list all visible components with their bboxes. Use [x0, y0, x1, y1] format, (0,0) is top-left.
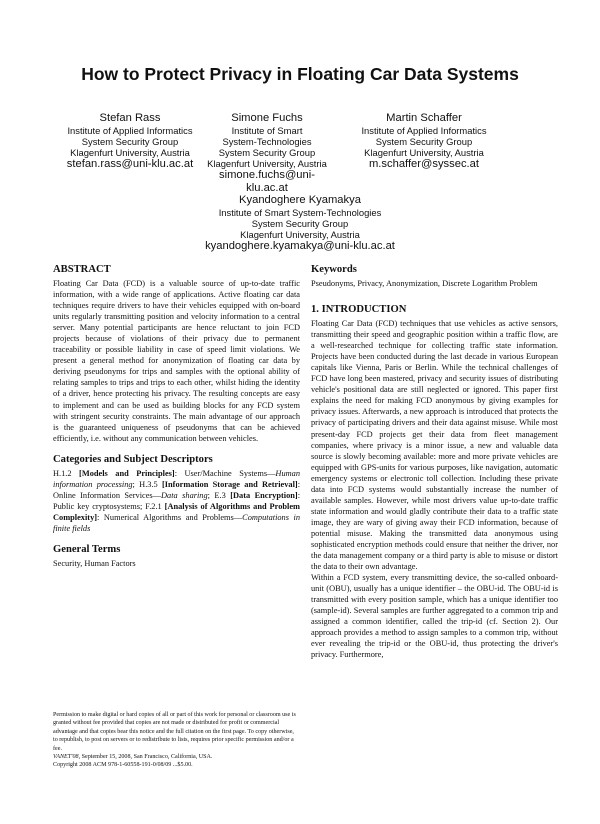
- author-name: Stefan Rass: [99, 112, 161, 124]
- introduction-heading: 1. INTRODUCTION: [311, 304, 407, 316]
- author-affiliation-line: Klagenfurt University, Austria: [207, 158, 327, 169]
- author-affiliation-line: System Security Group: [218, 147, 316, 158]
- category-item-4: F.2.1 [Analysis of Algorithms and Problem Complexity]: Numerical Algorithms and Problems—Computations in finite fields: [53, 501, 300, 533]
- permission-text: Permission to make digital or hard copies of all or part of this work for personal or classroom use is granted without fee provided that copies are not made or distributed for profit or commercial advantage and that copies bear this notice and the full citation on the first page. To copy otherwise, to republish, to post on servers or to redistribute to lists, requires prior specific permission and/or a fee.: [53, 712, 296, 752]
- author-block-3: [338, 112, 510, 171]
- author-email[interactable]: kyandoghere.kyamakya@uni-klu.ac.at: [205, 240, 395, 252]
- keywords-text: Pseudonyms, Privacy, Anonymization, Discrete Logarithm Problem: [311, 279, 538, 288]
- author-email[interactable]: stefan.rass@uni-klu.ac.at: [66, 158, 194, 170]
- category-item-3: E.3 [Data Encryption]: Public key cryptosystems;: [53, 490, 301, 511]
- author-name: Kyandoghere Kyamakya: [239, 194, 361, 206]
- author-affiliation-line: System-Technologies: [222, 136, 312, 147]
- introduction-paragraph-1: Floating Car Data (FCD) techniques that use vehicles as active sensors, transmitting their speed and geographic position within a traffic flow, are a well-researched technique for collecting traffic state information. Projects have been conducted during the last decade in various European capitals like Vienna, Paris or Berlin. While the technical challenges of FCD have long been mastered, privacy and security issues of distributing vehicle's positional data are still neglected or ignored. This paper first explains the need for making FCD anonymous by giving examples for privacy issues. Afterwards, a new approach is introduced that protects the privacy of participating drivers and their data against misuse. While most present-day FCD projects get their data from fleet management companies, where privacy is a minor issue, a new and valuable data source is slowly becoming available: more and more private vehicles are equipped with GPS-units for various purposes, like navigation, automatic emergency systems or electronic toll collection. Including these private data into FCD systems would substantially increase the number of available samples. However, while most drivers value up-to-date traffic state information and would gladly contribute their data to a traffic state image, they are wary of giving away their FCD information, because of potential misuse. Making the transmitted data anonymous using sophisticated encryption methods could ensure that neither the driver, nor the data management company or a third party is able to misuse or distort the data to their own advantage.: [311, 319, 558, 572]
- category-item-1: H.1.2 [Models and Principles]: User/Machine Systems—Human information processing;: [53, 468, 300, 489]
- author-block-2: [200, 112, 334, 195]
- author-name: Simone Fuchs: [231, 112, 303, 124]
- author-email[interactable]: simone.fuchs@uni-klu.ac.at: [219, 169, 315, 194]
- categories-heading: Categories and Subject Descriptors: [53, 453, 213, 465]
- author-name: Martin Schaffer: [386, 112, 462, 124]
- paper-title: How to Protect Privacy in Floating Car Data Systems: [81, 64, 519, 84]
- general-terms-text: Security, Human Factors: [53, 558, 136, 568]
- author-email[interactable]: m.schaffer@syssec.at: [368, 158, 479, 170]
- category-item-2: H.3.5 [Information Storage and Retrieval]: Online Information Services—Data sharing;: [53, 479, 301, 500]
- venue-line: VANET'08, September 15, 2008, San Francisco, California, USA.: [53, 754, 213, 761]
- permission-notice: [53, 711, 300, 770]
- abstract-text: Floating Car Data (FCD) is a valuable source of up-to-date traffic information, with a wide range of applications. Active floating car data techniques require drivers to have their vehicles equipped with on-board units regularly transmitting position and velocity information to a central server. Many potential participants are hence reluctant to join FCD projects because of violations of their privacy due to permanent traceability or possible liability in case of speed limit violations. We present a general method for anonymization of floating car data by deriving pseudonyms for trips and samples with the optional ability of relating samples to trips and trips to each other, whilst hiding the identity of a driver, hence protecting his privacy. The resulting concepts are easy to implement and can be used as building blocks for any FCD system with stringent security constraints. The main advantage of our approach is the guaranteed uniqueness of pseudonyms that can be achieved efficiently, i.e. without any communication between vehicles.: [53, 279, 300, 443]
- copyright-line: Copyright 2008 ACM 978-1-60558-191-0/08/09 ...$5.00.: [53, 762, 193, 769]
- author-affiliation-line: Klagenfurt University, Austria: [70, 147, 190, 158]
- author-affiliation-line: Institute of Smart: [231, 125, 303, 136]
- author-block-1: [53, 112, 207, 171]
- left-column: [53, 263, 300, 569]
- introduction-paragraph-2: Within a FCD system, every transmitting device, the so-called onboard-unit (OBU), usually has a unique identifier – the OBU-id. The OBU-id is transmitted with every position sample, which has a unique identifier too (sample-id). Several samples are further aggregated to a common trip and assigned a common identifier, called the trip-id (cf. Section 2). Our approach provides a method to assign samples to a common trip, without ever revealing the trip-id or the OBU-id, thus protecting the driver's privacy. Furthermore,: [311, 573, 558, 660]
- keywords-heading: Keywords: [311, 264, 357, 275]
- general-terms-heading: General Terms: [53, 543, 121, 555]
- abstract-heading: ABSTRACT: [53, 264, 111, 275]
- author-block-4: [170, 194, 430, 253]
- author-affiliation-line: Klagenfurt University, Austria: [364, 147, 484, 158]
- author-affiliation-line: System Security Group: [375, 136, 473, 147]
- categories-text: [53, 468, 300, 534]
- author-affiliation-line: Institute of Applied Informatics: [361, 125, 487, 136]
- right-column: [311, 263, 558, 661]
- author-affiliation-line: Institute of Applied Informatics: [67, 125, 193, 136]
- author-affiliation-line: Institute of Smart System-Technologies: [218, 207, 382, 218]
- author-affiliation-line: Klagenfurt University, Austria: [240, 229, 360, 240]
- author-affiliation-line: System Security Group: [81, 136, 179, 147]
- author-affiliation-line: System Security Group: [251, 218, 349, 229]
